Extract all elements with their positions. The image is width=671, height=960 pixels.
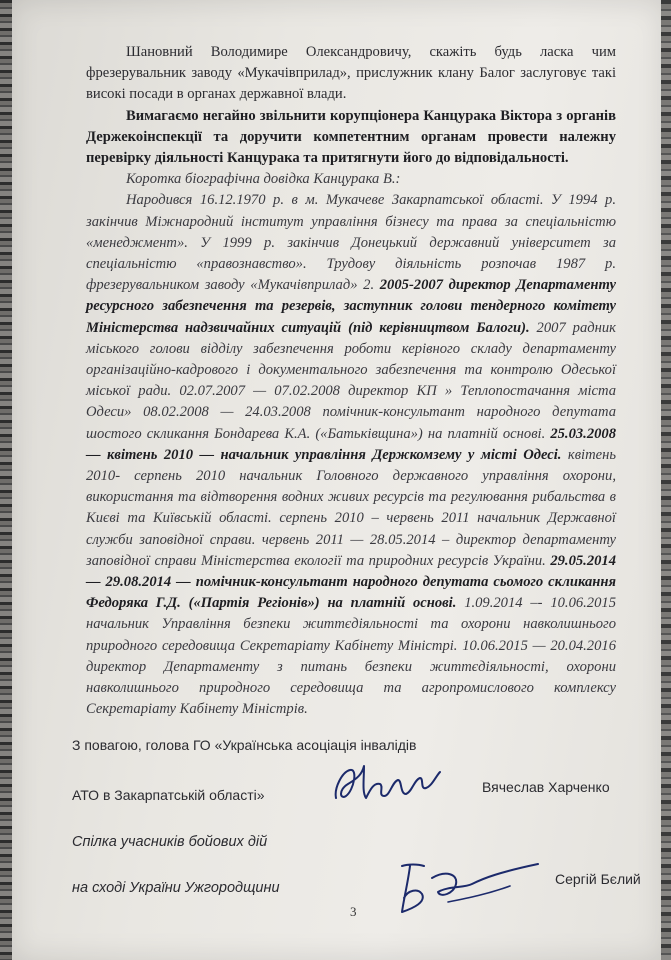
bio-part-odesa: 2007 радник міського голови відділу забезпечення роботи керівного складу департаменту організаційно-кадрового і документального забезпечення та контролю Одеської міської ради. 02.07.2007 — 07.02.2008 директор КП » Теплопостачання міста Одеси» 08.02.2008 — 24.03.2008 помічник-консультант народного депутата шостого скликання Бондарева К.А. («Батьківщина») на платній основі. [86, 319, 617, 442]
paragraph-question: Шановний Володимире Олександровичу, скажіть будь ласка чим фрезерувальник заводу «Мукачівприлад», прислужник клану Балог заслуговує такі високі посади в органах державної влади. [86, 44, 616, 103]
bio-part-birth: Народився 16.12.1970 р. в м. Мукачеве Закарпатської області. У 1994 р. закінчив Міжнародний інститут управління бізнесу та права за спеціальністю «менеджмент». У 1999 р. закінчив Донецький державний університет за спеціальністю «правознавство». Трудову діяльність розпочав 1987 р. фрезерувальником заводу «Мукачівприлад» 2. [86, 192, 616, 294]
letter-page [10, 0, 665, 960]
bio-part-derzhkomzem: 25.03.2008 — квітень 2010 — начальник управління Держкомзему у місті Одесі. [86, 425, 616, 463]
page-number: 3 [350, 904, 357, 919]
closing-line-union: Спілка учасників бойових дій [72, 834, 268, 850]
bio-part-cabinet: 1.09.2014 –- 10.06.2015 начальник Управління безпеки життєдіяльності та охорони навколишнього природного середовища Секретаріату Кабінету Міністрі. 10.06.2015 — 20.04.2016 директор Департаменту з питань безпеки життєдіяльності, охорони навколишнього природного середовища та агропромислового комплексу Секретаріату Кабінету Міністрів. [86, 595, 616, 718]
paragraph-demand: Вимагаємо негайно звільнити корупціонера Канцурака Віктора з органів Держекоінспекції та доручити компетентним органам провести належну перевірку діяльності Канцурака та притягнути його до відповідальності. [86, 107, 616, 167]
letter-body [86, 42, 616, 721]
closing-line-organization: АТО в Закарпатській області» [72, 787, 265, 803]
bio-part-fedoriak: 29.05.2014 — 29.08.2014 — помічник-консультант народного депутата сьомого скликання Федоряка Г.Д. («Партія Регіонів») на платній основі. [86, 552, 616, 612]
bio-part-mns: 2005-2007 директор Департаменту ресурсного забезпечення та резервів, заступник голови тендерного комітету Міністерства надзвичайних ситуацій (під керівництвом Балоги). [86, 277, 616, 336]
bio-part-ministry: квітень 2010- серпень 2010 начальник Головного державного управління охорони, використання та відтворення водних живих ресурсів та регулювання рибальства в Києві та Київській області. серпень 2010 – червень 2011 начальник Державної служби заповідної справи. червень 2011 — 28.05.2014 – директор департаменту заповідної справи Міністерства екології та природних ресурсів України. [86, 446, 617, 569]
paragraph-biography [86, 190, 616, 720]
signer-name-1: Вячеслав Харченко [482, 779, 610, 795]
scan-edge-right [661, 0, 671, 960]
signature-bielyi [388, 858, 548, 920]
paragraph-bio-heading: Коротка біографічна довідка Канцурака В.: [126, 171, 401, 188]
closing-line-regards: З повагою, голова ГО «Українська асоціація інвалідів [72, 737, 417, 753]
closing-line-region: на сході України Ужгородщини [72, 880, 280, 896]
scan-edge-left [0, 0, 12, 960]
signature-kharchenko [328, 760, 448, 810]
signer-name-2: Сергій Бєлий [555, 871, 641, 887]
